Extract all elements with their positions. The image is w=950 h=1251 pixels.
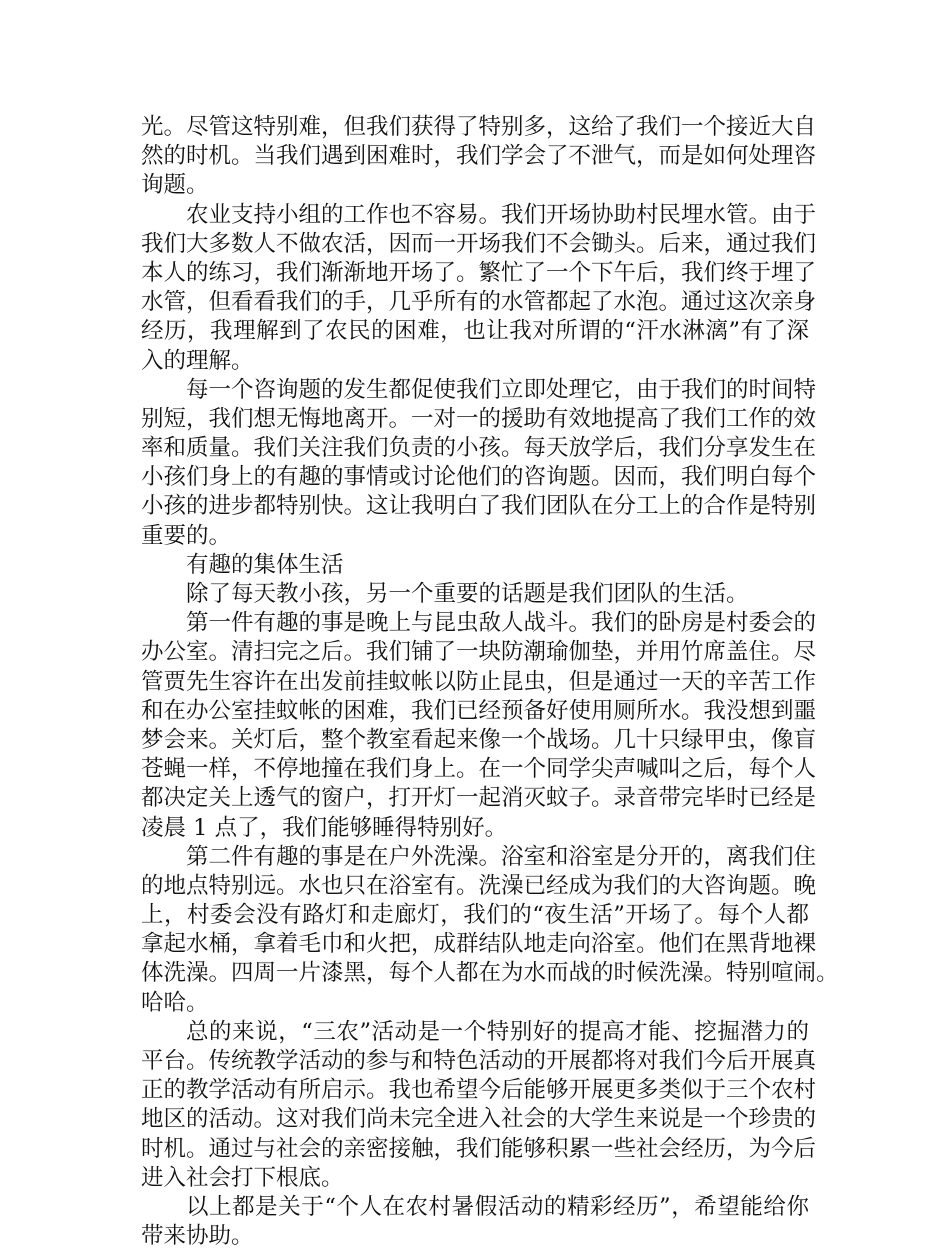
- text-line: 拿起水桶，拿着毛巾和火把，成群结队地走向浴室。他们在黑背地裸: [141, 931, 817, 958]
- text-line: 农业支持小组的工作也不容易。我们开场协助村民埋水管。由于: [186, 201, 817, 228]
- text-line: 入的理解。: [141, 347, 254, 374]
- text-line: 进入社会打下根底。: [141, 1164, 344, 1191]
- text-line: 有趣的集体生活: [186, 551, 344, 578]
- text-line: 第一件有趣的事是晚上与昆虫敌人战斗。我们的卧房是村委会的: [186, 610, 817, 637]
- text-line: 苍蝇一样，不停地撞在我们身上。在一个同学尖声喊叫之后，每个人: [141, 756, 817, 783]
- text-line: 别短，我们想无悔地离开。一对一的援助有效地提高了我们工作的效: [141, 405, 817, 432]
- text-line: 和在办公室挂蚊帐的困难，我们已经预备好使用厕所水。我没想到噩: [141, 697, 817, 724]
- text-line: 率和质量。我们关注我们负责的小孩。每天放学后，我们分享发生在: [141, 435, 817, 462]
- text-line: 我们大多数人不做农活，因而一开场我们不会锄头。后来，通过我们: [141, 230, 817, 257]
- text-line: 的地点特别远。水也只在浴室有。洗澡已经成为我们的大咨询题。晚: [141, 872, 817, 899]
- text-line: 经历，我理解到了农民的困难，也让我对所谓的“汗水淋漓”有了深: [141, 318, 809, 345]
- text-line: 总的来说，“三农”活动是一个特别好的提高才能、挖掘潜力的: [186, 1018, 809, 1045]
- text-line: 办公室。清扫完之后。我们铺了一块防潮瑜伽垫，并用竹席盖住。尽: [141, 639, 817, 666]
- text-line: 梦会来。关灯后，整个教室看起来像一个战场。几十只绿甲虫，像盲: [141, 726, 817, 753]
- text-line: 凌晨 1 点了，我们能够睡得特别好。: [141, 814, 508, 841]
- text-line: 然的时机。当我们遇到困难时，我们学会了不泄气，而是如何处理咨: [141, 143, 817, 170]
- text-line: 平台。传统教学活动的参与和特色活动的开展都将对我们今后开展真: [141, 1048, 817, 1074]
- text-line: 地区的活动。这对我们尚未完全进入社会的大学生来说是一个珍贵的: [141, 1106, 817, 1133]
- text-line: 以上都是关于“个人在农村暑假活动的精彩经历”，希望能给你: [186, 1193, 809, 1220]
- text-line: 水管，但看看我们的手，几乎所有的水管都起了水泡。通过这次亲身: [141, 289, 817, 316]
- text-line: 重要的。: [141, 522, 232, 549]
- text-line: 小孩们身上的有趣的事情或讨论他们的咨询题。因而，我们明白每个: [141, 464, 817, 491]
- text-line: 体洗澡。四周一片漆黑，每个人都在为水而战的时候洗澡。特别喧闹。: [141, 960, 839, 987]
- text-line: 哈哈。: [141, 989, 209, 1016]
- body-text: [141, 113, 839, 1251]
- text-line: 除了每天教小孩，另一个重要的话题是我们团队的生活。: [186, 581, 749, 607]
- text-line: 询题。: [141, 172, 209, 199]
- text-line: 时机。通过与社会的亲密接触，我们能够积累一些社会经历，为今后: [141, 1135, 817, 1162]
- text-line: 带来协助。: [141, 1223, 254, 1250]
- text-line: 本人的练习，我们渐渐地开场了。繁忙了一个下午后，我们终于埋了: [141, 259, 817, 286]
- text-line: 都决定关上透气的窗户，打开灯一起消灭蚊子。录音带完毕时已经是: [141, 785, 817, 812]
- text-line: 光。尽管这特别难，但我们获得了特别多，这给了我们一个接近大自: [141, 114, 817, 140]
- text-line: 正的教学活动有所启示。我也希望今后能够开展更多类似于三个农村: [141, 1077, 817, 1104]
- text-line: 小孩的进步都特别快。这让我明白了我们团队在分工上的合作是特别: [141, 493, 817, 520]
- text-line: 每一个咨询题的发生都促使我们立即处理它，由于我们的时间特: [186, 376, 817, 403]
- text-line: 第二件有趣的事是在户外洗澡。浴室和浴室是分开的，离我们住: [186, 843, 817, 870]
- text-line: 管贾先生容许在出发前挂蚊帐以防止昆虫，但是通过一天的辛苦工作: [141, 668, 817, 695]
- text-line: 上，村委会没有路灯和走廊灯，我们的“夜生活”开场了。每个人都: [141, 902, 809, 929]
